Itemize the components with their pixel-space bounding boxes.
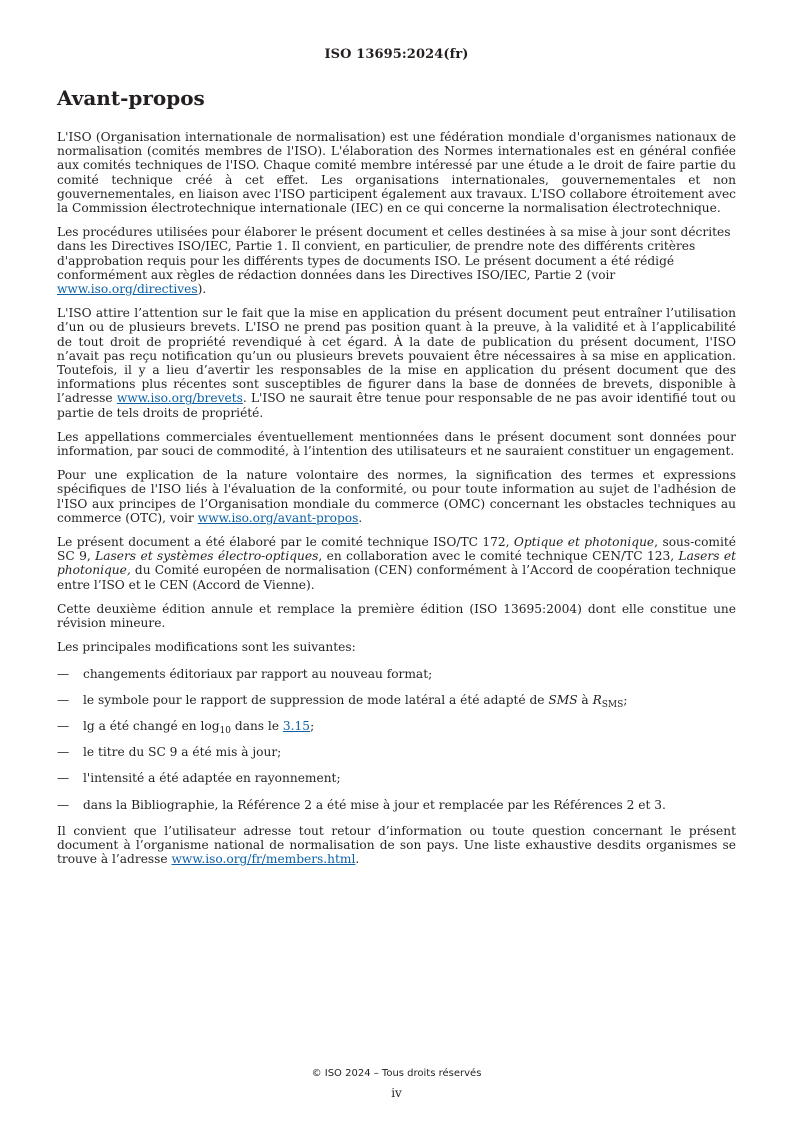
- paragraph-committee: Le présent document a été élaboré par le comité technique ISO/TC 172, Optique et photonique, sous-comité SC 9, Lasers et systèmes électro-optiques, en collaboration avec le comité technique CEN/TC 123, Lasers et photonique, du Comité européen de normalisation (CEN) conformément à l’Accord de coopération technique entre l’ISO et le CEN (Accord de Vienne).: [57, 535, 736, 592]
- copyright-footer: © ISO 2024 – Tous droits réservés: [311, 1068, 482, 1079]
- paragraph-procedures: Les procédures utilisées pour élaborer le présent document et celles destinées à sa mise à jour sont décrites dans les Directives ISO/IEC, Partie 1. Il convient, en particulier, de prendre note des différents critères d'approbation requis pour les différents types de documents ISO. Le présent document a été rédigé conformément aux règles de rédaction données dans les Directives ISO/IEC, Partie 2 (voir www.iso.org/directives).: [57, 225, 731, 297]
- paragraph-iso-intro: L'ISO (Organisation internationale de normalisation) est une fédération mondiale d'organismes nationaux de normalisation (comités membres de l'ISO). L'élaboration des Normes internationales est en général confiée aux comités techniques de l'ISO. Chaque comité membre intéressé par une étude a le droit de faire partie du comité technique créé à cet effet. Les organisations internationales, gouvernementales et non gouvernementales, en liaison avec l'ISO participent également aux travaux. L'ISO collabore étroitement avec la Commission électrotechnique internationale (IEC) en ce qui concerne la normalisation électrotechnique.: [57, 130, 736, 216]
- page-number: iv: [391, 1086, 402, 1100]
- list-item: — le symbole pour le rapport de suppression de mode latéral a été adapté de SMS à $R_{SMS}$;: [57, 692, 628, 710]
- dash-bullet: —: [57, 718, 70, 733]
- dash-bullet: —: [57, 745, 70, 760]
- members-link[interactable]: www.iso.org/fr/members.html: [171, 852, 356, 867]
- paragraph-text: Il convient que l’utilisateur adresse tout retour d’information ou toute question concernant le présent document à l’organisme national de normalisation de son pays. Une liste exhaustive desdits organismes se trouve à l’adresse: [57, 823, 736, 867]
- dash-bullet: —: [57, 771, 70, 786]
- directives-link[interactable]: www.iso.org/directives: [57, 282, 198, 297]
- list-item: — l'intensité a été adaptée en rayonnement;: [57, 771, 341, 786]
- paragraph-changes-intro: Les principales modifications sont les suivantes:: [57, 640, 356, 655]
- paragraph-edition: Cette deuxième édition annule et remplace la première édition (ISO 13695:2004) dont elle constitue une révision mineure.: [57, 601, 736, 631]
- list-item: — lg a été changé en $\log_{10}$ dans le 3.15;: [57, 718, 315, 736]
- paragraph-patents: L'ISO attire l’attention sur le fait que la mise en application du présent document peut entraîner l’utilisation d’un ou de plusieurs brevets. L'ISO ne prend pas position quant à la preuve, à la validité et à l’applicabilité de tout droit de propriété revendiqué à cet égard. À la date de publication du présent document, l'ISO n’avait pas reçu notification qu’un ou plusieurs brevets pouvaient être nécessaires à sa mise en application. Toutefois, il y a lieu d’avertir les responsables de la mise en application du présent document que des informations plus récentes sont susceptibles de figurer dans la base de données de brevets, disponible à l’adresse www.iso.org/brevets. L'ISO ne saurait être tenue pour responsable de ne pas avoir identifié tout ou partie de tels droits de propriété.: [57, 306, 736, 420]
- paragraph-voluntary-nature: Pour une explication de la nature volontaire des normes, la signification des termes et expressions spécifiques de l'ISO liés à l'évaluation de la conformité, ou pour toute information au sujet de l'adhésion de l'ISO aux principes de l’Organisation mondiale du commerce (OMC) concernant les obstacles techniques au commerce (OTC), voir www.iso.org/avant-propos.: [57, 468, 736, 525]
- document-id-header: ISO 13695:2024(fr): [324, 47, 469, 62]
- dash-bullet: —: [57, 692, 70, 707]
- dash-bullet: —: [57, 797, 70, 812]
- section-title: Avant-propos: [57, 86, 205, 110]
- paragraph-text: Pour une explication de la nature volontaire des normes, la signification des termes et expressions spécifiques de l'ISO liés à l'évaluation de la conformité, ou pour toute information au sujet de l'adhésion de l'ISO aux principes de l’Organisation mondiale du commerce (OMC) concernant les obstacles techniques au commerce (OTC), voir: [57, 468, 736, 525]
- list-item: — le titre du SC 9 a été mis à jour;: [57, 745, 282, 760]
- clause-3-15-link[interactable]: 3.15: [282, 718, 311, 733]
- foreword-link[interactable]: www.iso.org/avant-propos: [197, 510, 359, 525]
- foreword-body: [57, 130, 736, 876]
- paragraph-text: Les procédures utilisées pour élaborer le présent document et celles destinées à sa mise à jour sont décrites dans les Directives ISO/IEC, Partie 1. Il convient, en particulier, de prendre note des différents critères d'approbation requis pour les différents types de documents ISO. Le présent document a été rédigé conformément aux règles de rédaction données dans les Directives ISO/IEC, Partie 2 (voir: [57, 225, 731, 282]
- list-item: — dans la Bibliographie, la Référence 2 a été mise à jour et remplacée par les Références 2 et 3.: [57, 797, 666, 812]
- dash-bullet: —: [57, 666, 70, 681]
- paragraph-trade-names: Les appellations commerciales éventuellement mentionnées dans le présent document sont données pour information, par souci de commodité, à l’intention des utilisateurs et ne sauraient constituer un engagement.: [57, 429, 736, 459]
- patents-link[interactable]: www.iso.org/brevets: [116, 391, 243, 406]
- paragraph-text: L'ISO attire l’attention sur le fait que la mise en application du présent document peut entraîner l’utilisation d’un ou de plusieurs brevets. L'ISO ne prend pas position quant à la preuve, à la validité et à l’applicabilité de tout droit de propriété revendiqué à cet égard. À la date de publication du présent document, l'ISO n’avait pas reçu notification qu’un ou plusieurs brevets pouvaient être nécessaires à sa mise en application. Toutefois, il y a lieu d’avertir les responsables de la mise en application du présent document que des informations plus récentes sont susceptibles de figurer dans la base de données de brevets, disponible à l’adresse: [57, 306, 736, 406]
- paragraph-feedback: Il convient que l’utilisateur adresse tout retour d’information ou toute question concernant le présent document à l’organisme national de normalisation de son pays. Une liste exhaustive desdits organismes se trouve à l’adresse www.iso.org/fr/members.html.: [57, 823, 736, 867]
- list-item: — changements éditoriaux par rapport au nouveau format;: [57, 666, 433, 681]
